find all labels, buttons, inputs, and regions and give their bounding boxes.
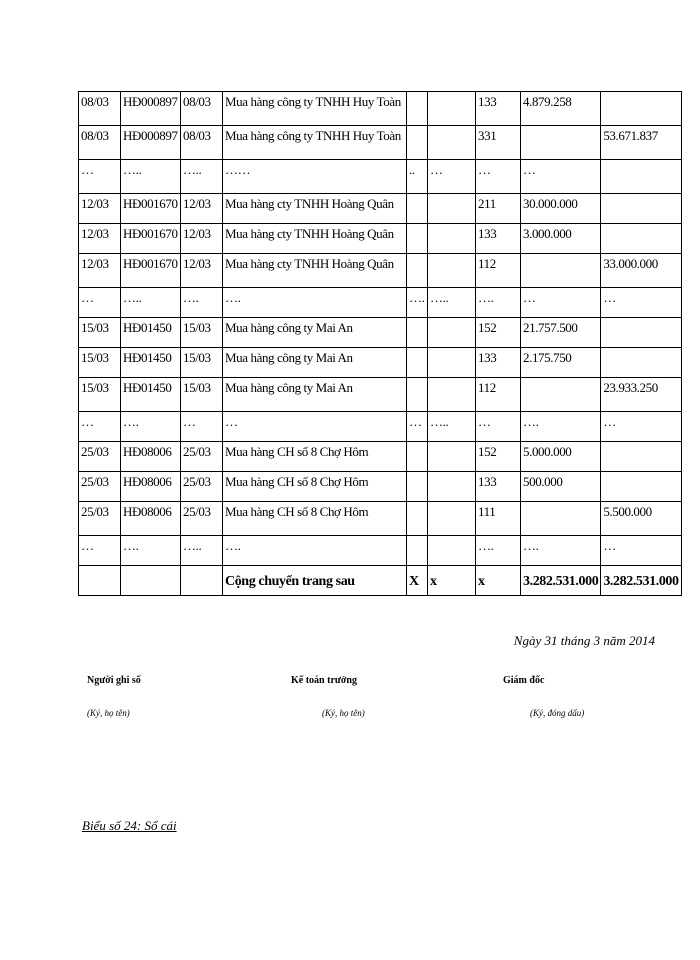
voucher-no-cell: HĐ001670 bbox=[121, 254, 181, 288]
posted-mark-cell bbox=[407, 536, 428, 566]
credit-cell: 33.000.000 bbox=[601, 254, 681, 288]
posted-mark-cell bbox=[407, 126, 428, 160]
table-row bbox=[79, 224, 682, 254]
table-row bbox=[79, 412, 682, 442]
posted-mark-cell: .. bbox=[407, 160, 428, 194]
debit-cell: 3.282.531.000 bbox=[521, 566, 601, 596]
posted-mark-cell: X bbox=[407, 566, 428, 596]
voucher-no-cell: HĐ000897 bbox=[121, 126, 181, 160]
credit-cell: 5.500.000 bbox=[601, 502, 681, 536]
voucher-date-cell: 15/03 bbox=[181, 318, 223, 348]
account-cell: 152 bbox=[476, 442, 521, 472]
posted-mark-cell bbox=[407, 318, 428, 348]
entry-date-cell: 12/03 bbox=[79, 224, 121, 254]
voucher-date-cell: 15/03 bbox=[181, 348, 223, 378]
voucher-no-cell: …. bbox=[121, 412, 181, 442]
date-line: Ngày 31 tháng 3 năm 2014 bbox=[513, 633, 655, 648]
credit-cell: … bbox=[601, 412, 681, 442]
line-no-cell bbox=[428, 224, 476, 254]
voucher-date-cell: 25/03 bbox=[181, 472, 223, 502]
credit-cell: … bbox=[601, 536, 681, 566]
posted-mark-cell bbox=[407, 194, 428, 224]
voucher-no-cell: HĐ01450 bbox=[121, 378, 181, 412]
entry-date-cell: … bbox=[79, 160, 121, 194]
voucher-no-cell: HĐ001670 bbox=[121, 194, 181, 224]
credit-cell bbox=[601, 194, 681, 224]
table-row bbox=[79, 378, 682, 412]
voucher-date-cell: 12/03 bbox=[181, 194, 223, 224]
table-row bbox=[79, 160, 682, 194]
voucher-no-cell: HĐ08006 bbox=[121, 472, 181, 502]
table-row bbox=[79, 472, 682, 502]
signature-note-recorder: (Ký, họ tên) bbox=[87, 708, 130, 718]
credit-cell: … bbox=[601, 288, 681, 318]
voucher-date-cell: …. bbox=[181, 288, 223, 318]
voucher-no-cell: HĐ001670 bbox=[121, 224, 181, 254]
voucher-date-cell: 08/03 bbox=[181, 92, 223, 126]
debit-cell: …. bbox=[521, 536, 601, 566]
voucher-date-cell: 12/03 bbox=[181, 224, 223, 254]
line-no-cell bbox=[428, 348, 476, 378]
description-cell: … bbox=[223, 412, 407, 442]
description-cell: Mua hàng công ty Mai An bbox=[223, 348, 407, 378]
debit-cell: … bbox=[521, 160, 601, 194]
description-cell: Mua hàng CH số 8 Chợ Hôm bbox=[223, 502, 407, 536]
account-cell: 133 bbox=[476, 224, 521, 254]
voucher-date-cell: 08/03 bbox=[181, 126, 223, 160]
voucher-date-cell: 25/03 bbox=[181, 442, 223, 472]
description-cell: Mua hàng công ty TNHH Huy Toàn bbox=[223, 92, 407, 126]
line-no-cell bbox=[428, 442, 476, 472]
line-no-cell bbox=[428, 502, 476, 536]
account-cell: 133 bbox=[476, 92, 521, 126]
line-no-cell bbox=[428, 254, 476, 288]
line-no-cell bbox=[428, 126, 476, 160]
credit-cell bbox=[601, 224, 681, 254]
description-cell: Mua hàng cty TNHH Hoàng Quân bbox=[223, 254, 407, 288]
credit-cell: 23.933.250 bbox=[601, 378, 681, 412]
debit-cell bbox=[521, 126, 601, 160]
voucher-no-cell: HĐ08006 bbox=[121, 442, 181, 472]
account-cell: 331 bbox=[476, 126, 521, 160]
account-cell: 152 bbox=[476, 318, 521, 348]
voucher-no-cell bbox=[121, 566, 181, 596]
voucher-no-cell: ….. bbox=[121, 160, 181, 194]
entry-date-cell: 12/03 bbox=[79, 194, 121, 224]
credit-cell bbox=[601, 472, 681, 502]
voucher-date-cell: 15/03 bbox=[181, 378, 223, 412]
signature-title-recorder: Người ghi sổ bbox=[87, 675, 141, 686]
account-cell: 112 bbox=[476, 378, 521, 412]
table-row bbox=[79, 92, 682, 126]
voucher-date-cell: ….. bbox=[181, 160, 223, 194]
table-row bbox=[79, 288, 682, 318]
posted-mark-cell bbox=[407, 442, 428, 472]
debit-cell: 2.175.750 bbox=[521, 348, 601, 378]
table-row bbox=[79, 442, 682, 472]
table-row bbox=[79, 126, 682, 160]
line-no-cell bbox=[428, 318, 476, 348]
voucher-no-cell: HĐ08006 bbox=[121, 502, 181, 536]
voucher-date-cell: 12/03 bbox=[181, 254, 223, 288]
description-cell: Mua hàng công ty Mai An bbox=[223, 318, 407, 348]
debit-cell: 21.757.500 bbox=[521, 318, 601, 348]
description-cell: Mua hàng cty TNHH Hoàng Quân bbox=[223, 194, 407, 224]
line-no-cell bbox=[428, 194, 476, 224]
entry-date-cell: 15/03 bbox=[79, 348, 121, 378]
debit-cell: 500.000 bbox=[521, 472, 601, 502]
entry-date-cell: 15/03 bbox=[79, 378, 121, 412]
debit-cell: 30.000.000 bbox=[521, 194, 601, 224]
debit-cell bbox=[521, 254, 601, 288]
debit-cell: 5.000.000 bbox=[521, 442, 601, 472]
total-row bbox=[79, 566, 682, 596]
voucher-no-cell: HĐ000897 bbox=[121, 92, 181, 126]
debit-cell: …. bbox=[521, 412, 601, 442]
posted-mark-cell bbox=[407, 378, 428, 412]
ledger-body bbox=[79, 92, 682, 596]
credit-cell: 3.282.531.000 bbox=[601, 566, 681, 596]
account-cell: 211 bbox=[476, 194, 521, 224]
line-no-cell: ….. bbox=[428, 288, 476, 318]
description-cell: …. bbox=[223, 536, 407, 566]
entry-date-cell: … bbox=[79, 536, 121, 566]
entry-date-cell bbox=[79, 566, 121, 596]
voucher-date-cell: … bbox=[181, 412, 223, 442]
account-cell: … bbox=[476, 412, 521, 442]
account-cell: …. bbox=[476, 536, 521, 566]
posted-mark-cell bbox=[407, 92, 428, 126]
debit-cell: 4.879.258 bbox=[521, 92, 601, 126]
entry-date-cell: 08/03 bbox=[79, 126, 121, 160]
entry-date-cell: … bbox=[79, 412, 121, 442]
posted-mark-cell: …. bbox=[407, 288, 428, 318]
debit-cell: 3.000.000 bbox=[521, 224, 601, 254]
table-row bbox=[79, 254, 682, 288]
account-cell: x bbox=[476, 566, 521, 596]
posted-mark-cell: … bbox=[407, 412, 428, 442]
entry-date-cell: 15/03 bbox=[79, 318, 121, 348]
posted-mark-cell bbox=[407, 224, 428, 254]
description-cell: …… bbox=[223, 160, 407, 194]
entry-date-cell: 08/03 bbox=[79, 92, 121, 126]
voucher-no-cell: HĐ01450 bbox=[121, 348, 181, 378]
description-cell: …. bbox=[223, 288, 407, 318]
journal-ledger-table bbox=[78, 91, 682, 596]
voucher-date-cell: ….. bbox=[181, 536, 223, 566]
table-row bbox=[79, 502, 682, 536]
description-cell: Mua hàng công ty TNHH Huy Toàn bbox=[223, 126, 407, 160]
credit-cell: 53.671.837 bbox=[601, 126, 681, 160]
account-cell: 111 bbox=[476, 502, 521, 536]
credit-cell bbox=[601, 92, 681, 126]
voucher-no-cell: HĐ01450 bbox=[121, 318, 181, 348]
line-no-cell bbox=[428, 92, 476, 126]
debit-cell bbox=[521, 378, 601, 412]
posted-mark-cell bbox=[407, 348, 428, 378]
posted-mark-cell bbox=[407, 254, 428, 288]
description-cell: Mua hàng cty TNHH Hoàng Quân bbox=[223, 224, 407, 254]
entry-date-cell: 25/03 bbox=[79, 472, 121, 502]
description-cell: Mua hàng công ty Mai An bbox=[223, 378, 407, 412]
signature-title-chief-accountant: Kế toán trưởng bbox=[291, 675, 357, 686]
line-no-cell: ….. bbox=[428, 412, 476, 442]
entry-date-cell: 12/03 bbox=[79, 254, 121, 288]
voucher-date-cell bbox=[181, 566, 223, 596]
posted-mark-cell bbox=[407, 502, 428, 536]
account-cell: 112 bbox=[476, 254, 521, 288]
description-cell: Mua hàng CH số 8 Chợ Hôm bbox=[223, 442, 407, 472]
description-cell: Cộng chuyển trang sau bbox=[223, 566, 407, 596]
line-no-cell bbox=[428, 536, 476, 566]
line-no-cell bbox=[428, 472, 476, 502]
signature-note-director: (Ký, đóng dấu) bbox=[530, 708, 585, 718]
credit-cell bbox=[601, 318, 681, 348]
entry-date-cell: 25/03 bbox=[79, 442, 121, 472]
appendix-label: Biểu số 24: Sổ cái bbox=[82, 818, 177, 833]
table-row bbox=[79, 536, 682, 566]
debit-cell bbox=[521, 502, 601, 536]
account-cell: 133 bbox=[476, 472, 521, 502]
voucher-no-cell: …. bbox=[121, 536, 181, 566]
line-no-cell: … bbox=[428, 160, 476, 194]
table-row bbox=[79, 348, 682, 378]
account-cell: 133 bbox=[476, 348, 521, 378]
voucher-no-cell: ….. bbox=[121, 288, 181, 318]
line-no-cell bbox=[428, 378, 476, 412]
entry-date-cell: 25/03 bbox=[79, 502, 121, 536]
debit-cell: … bbox=[521, 288, 601, 318]
voucher-date-cell: 25/03 bbox=[181, 502, 223, 536]
posted-mark-cell bbox=[407, 472, 428, 502]
entry-date-cell: … bbox=[79, 288, 121, 318]
account-cell: … bbox=[476, 160, 521, 194]
credit-cell bbox=[601, 348, 681, 378]
table-row bbox=[79, 318, 682, 348]
line-no-cell: x bbox=[428, 566, 476, 596]
credit-cell bbox=[601, 160, 681, 194]
account-cell: …. bbox=[476, 288, 521, 318]
credit-cell bbox=[601, 442, 681, 472]
table-row bbox=[79, 194, 682, 224]
signature-title-director: Giám đốc bbox=[503, 675, 545, 686]
description-cell: Mua hàng CH số 8 Chợ Hôm bbox=[223, 472, 407, 502]
signature-note-chief-accountant: (Ký, họ tên) bbox=[322, 708, 365, 718]
